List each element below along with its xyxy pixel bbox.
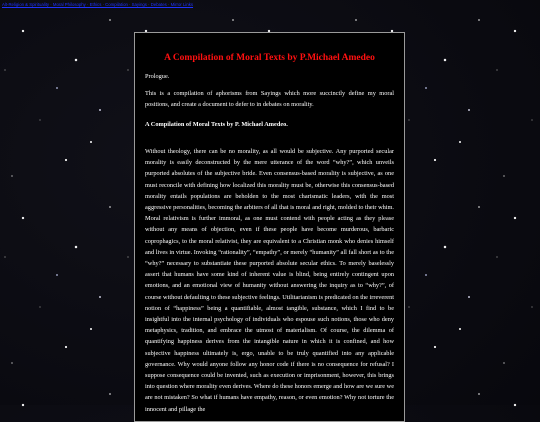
section-heading: A Compilation of Moral Texts by P. Michael Amedeo.	[145, 121, 288, 128]
document-panel	[134, 32, 405, 422]
top-banner-link[interactable]: Alt-Religion & Spirituality · Moral Philosophy · Ethics · Compilation · Sayings · Debates · Mirror Links	[2, 2, 194, 7]
body-paragraph: Without theology, there can be no morality, as all would be subjective. Any purported secular morality is easily deconstructed by the mere utterance of the word “why?”, which unveils purported absolutes of the subjective bride. Even consensus-based morality is subjective, as one must reconcile with defining how localized this morality must be, otherwise this consensus-based morality entails populations are beholden to the most charismatic leaders, with the most aggressive personalities, becoming the arbiters of all that is moral and right, molded to their whim. Moral relativism is further immoral, as one must contend with people acting as they please without any means of objection, even if these people have become murderous, barbaric coprophagics, to the moral relativist, they are equivalent to a Christian monk who denies himself and lives in virtue. Invoking “rationality”, “empathy”, or merely “humanity” all fall short as to the “why?” necessary to substantiate these purported absolute secular ethics. To merely baselessly assert that humans have some kind of inherent value is blind, being entirely contingent upon emotions, and an emotional view of humanity without answering the inquiry as to “why?”, of course without defaulting to these subjective feelings. Utilitarianism is predicated on the irreverent notion of “happiness” being a quantifiable, almost tangible, substance, which I find to be insightful into the internal psychology of individuals who espouse such notions, those who deny metaphysics, tradition, and embrace the utmost of materialism. Of course, the dilemma of quantifying happiness derives from the intangible nature in which it is confined, and how subjective happiness ultimately is, ergo, unable to be truly quantified into any applicable governance. Why would anyone follow any honor code if there is no consequence for refusal? I suppose consequence could be invented, such as execution or imprisonment, however, this brings into question where morality even derives. Where do these honors emerge and how are we sure we are not mistaken? So what if humans have empathy, reason, or even emotion? Why not torture the innocent and pillage the	[145, 148, 394, 413]
prologue-label: Prologue.	[145, 73, 170, 80]
prologue-paragraph: This is a compilation of aphorisms from Sayings which more succinctly define my moral positions, and create a document to defer to in debates on morality.	[145, 90, 394, 108]
page-title: A Compilation of Moral Texts by P.Michael Amedeo	[164, 53, 375, 63]
